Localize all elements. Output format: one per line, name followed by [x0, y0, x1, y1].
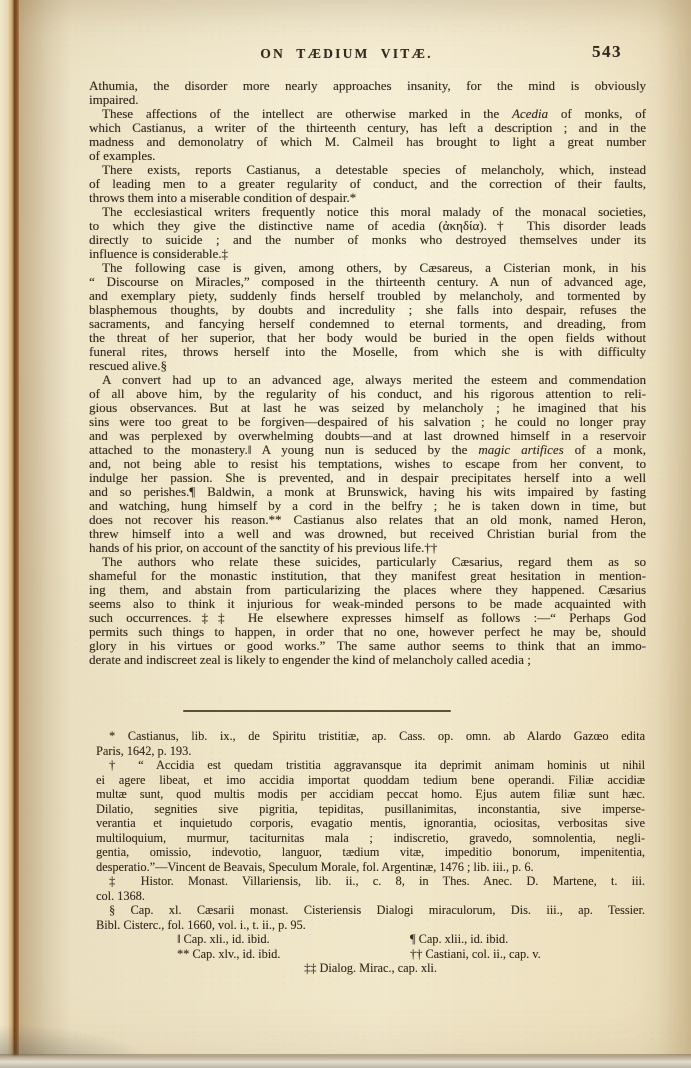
footnote-line: ‡ Histor. Monast. Villariensis, lib. ii., c. 8, in Thes. Anec. D. Martene, t. iii. [109, 874, 645, 888]
text-line: to which they give the distinctive name of acedia (ἀκηδία).† This disorder leads [89, 218, 646, 233]
text-line: sacraments, and fancying herself condemned to eternal torments, and dreading, from [89, 316, 646, 331]
text-line: throws them into a miserable condition of despair.* [89, 190, 357, 205]
text-line: rescued alive.§ [89, 358, 167, 373]
footnote-line: Dilatio, segnities sive pigritia, tepiditas, pusillanimitas, inconstantia, sive imperse- [96, 801, 645, 816]
text-line: The ecclesiastical writers frequently notice this moral malady of the monacal societies, [102, 204, 646, 219]
text-line: of examples. [89, 148, 156, 163]
footnote-line: multæ sunt, quod multis modis per accidiam peccat homo. Ejus autem filiæ sunt hæc. [96, 787, 645, 801]
text-line: The following case is given, among others, by Cæsareus, a Cisterian monk, in his [102, 260, 646, 275]
text-line: blasphemous thoughts, by doubts and incredulity ; she falls into despair, refuses the [89, 302, 646, 317]
footnote [96, 903, 645, 932]
text-line: indulge her passion. She is prevented, and in despair precipitates herself into a well [89, 470, 646, 485]
right-edge-shade [657, 0, 691, 1068]
text-line: and was perplexed by overwhelming doubts—and at last drowned himself in a reservoir [89, 428, 646, 443]
italic-text: Acedia [511, 106, 549, 121]
page-header [89, 42, 646, 66]
text-line: shameful for the monastic institution, that they manifest great hesitation in mention- [89, 568, 646, 583]
footnote-center: ‡‡ Dialog. Mirac., cap. xli. [304, 961, 437, 975]
footnote-left: ‖ Cap. xli., id. ibid. [177, 932, 270, 946]
paragraph [89, 555, 646, 667]
footnote-column-row [96, 947, 645, 962]
footnote-line: verantia et inquietudo corporis, evagatio mentis, ignorantia, ociositas, verbositas sive [96, 816, 645, 830]
footnote-line: Paris, 1642, p. 193. [96, 743, 192, 758]
text-line: the threat of her superior, that her body would be buried in the open fields without [89, 330, 646, 345]
italic-text: magic artifices [478, 442, 564, 457]
text-line: directly to suicide ; and the number of monks who destroyed themselves under its [89, 232, 646, 247]
text-line: influence is considerable.‡ [89, 246, 228, 261]
text-line: glory in his virtues or good works.” The same author seems to think that an immo- [89, 638, 646, 653]
text-line: and watching, hung himself by a cord in the belfry ; he is taken down in time, but [89, 498, 646, 513]
footnote-right: ¶ Cap. xlii., id. ibid. [410, 932, 509, 946]
text-line: Athumia, the disorder more nearly approaches insanity, for the mind is obviously [89, 78, 646, 93]
paragraph [89, 205, 646, 261]
gutter-shadow [19, 0, 71, 1068]
text-line: does not recover his reason.** Castianus also relates that an old monk, named Heron, [89, 512, 646, 527]
text-line: ing them, and abstain from particularizing the places where they happened. Cæsarius [89, 582, 646, 597]
footnote-line: Bibl. Cisterc., fol. 1660, vol. i., t. ii., p. 95. [96, 917, 306, 932]
footnote-line: desperatio.”—Vincent de Beavais, Speculum Morale, fol. Argentinæ, 1476 ; lib. iii., p. 6. [96, 859, 534, 874]
text-line: which Castianus, a writer of the thirteenth century, has left a description ; and in the [89, 120, 646, 135]
footnote-line: col. 1368. [96, 888, 145, 903]
text-line: of leading men to a greater regularity of conduct, and the correction of their faults, [89, 176, 646, 191]
footnote-left: ** Cap. xlv., id. ibid. [177, 946, 281, 961]
text-line: These affections of the intellect are otherwise marked in the Acedia of monks, of [102, 106, 646, 121]
running-title: ON TÆDIUM VITÆ. [260, 46, 433, 61]
footnote-right: †† Castiani, col. ii., cap. v. [410, 946, 541, 961]
footnotes [96, 729, 645, 976]
footnote-column-row [96, 932, 645, 947]
footnote [96, 729, 645, 758]
text-line: derate and indiscreet zeal is likely to engender the kind of melancholy called acedia ; [89, 652, 531, 667]
body-text [89, 79, 646, 667]
footnote-line: ei agere libeat, et imo accidia importat quoddam tedium bene operandi. Filiæ accidiæ [96, 772, 645, 787]
text-line: seems also to think it injurious for weak-minded persons to be made acquainted with [89, 596, 646, 611]
text-line: sins were too great to be forgiven—despaired of his salvation ; he could no longer pray [89, 414, 646, 429]
paragraph [89, 107, 646, 163]
text-line: and so perishes.¶ Baldwin, a monk at Brunswick, having his wits impaired by fasting [89, 484, 646, 499]
paragraph [89, 163, 646, 205]
text-line: The authors who relate these suicides, particularly Cæsarius, regard them as so [102, 554, 646, 569]
paragraph [89, 373, 646, 555]
text-line: hands of his prior, on account of the sanctity of his previous life.†† [89, 540, 438, 555]
footnote-divider [183, 710, 451, 712]
footnote-line: § Cap. xl. Cæsarii monast. Cisteriensis Dialogi miraculorum, Dis. iii., ap. Tessier. [109, 903, 645, 917]
text-line: madness and demonolatry of which M. Calmeil has brought to light a great number [89, 134, 646, 149]
text-line: threw himself into a well and was drowned, but received Christian burial from the [89, 526, 646, 541]
text-line: and exemplary piety, suddenly finds herself troubled by melancholy, and tormented by [89, 288, 646, 303]
adjacent-page-edge [0, 0, 14, 1068]
bottom-page-stack [0, 1054, 691, 1068]
text-line: permits such things to happen, in order that no one, however perfect he may be, should [89, 624, 646, 639]
text-line: of all above him, by the regularity of his conduct, and his rigorous attention to reli- [89, 386, 646, 401]
text-line: such occurrences.‡‡ He elsewhere expresses himself as follows :—“ Perhaps God [89, 610, 646, 625]
text-line: A convert had up to an advanced age, always merited the esteem and commendation [102, 372, 646, 387]
text-line: gious observances. But at last he was seized by melancholy ; he imagined that his [89, 400, 646, 415]
text-line: impaired. [89, 92, 139, 107]
footnote-line: † “ Accidia est quedam tristitia aggravansque ita deprimit animam hominis ut nihil [109, 758, 645, 772]
footnote-line: gentia, omissio, indevotio, languor, tædium vitæ, impeditio bonorum, impenitentia, [96, 845, 645, 859]
text-line: attached to the monastery.‖ A young nun is seduced by the magic artifices of a monk, [89, 442, 646, 457]
text-line: There exists, reports Castianus, a detestable species of melancholy, which, instead [102, 162, 646, 177]
footnote [96, 758, 645, 874]
footnote-line: multiloquium, murmur, taciturnitas mala ; indiscretio, gravedo, somnolentia, negli- [96, 830, 645, 845]
text-line: and, not being able to resist his temptations, wishes to escape from her convent, to [89, 456, 646, 471]
page-number: 543 [592, 42, 622, 61]
paragraph [89, 261, 646, 373]
paragraph [89, 79, 646, 107]
text-line: funeral rites, throws herself into the Moselle, from which she is with difficulty [89, 344, 646, 359]
footnote-line: * Castianus, lib. ix., de Spiritu tristitiæ, ap. Cass. op. omn. ab Alardo Gazœo edita [109, 729, 645, 743]
text-line: “ Discourse on Miracles,” composed in the thirteenth century. A nun of advanced age, [89, 274, 646, 289]
footnote [96, 874, 645, 903]
